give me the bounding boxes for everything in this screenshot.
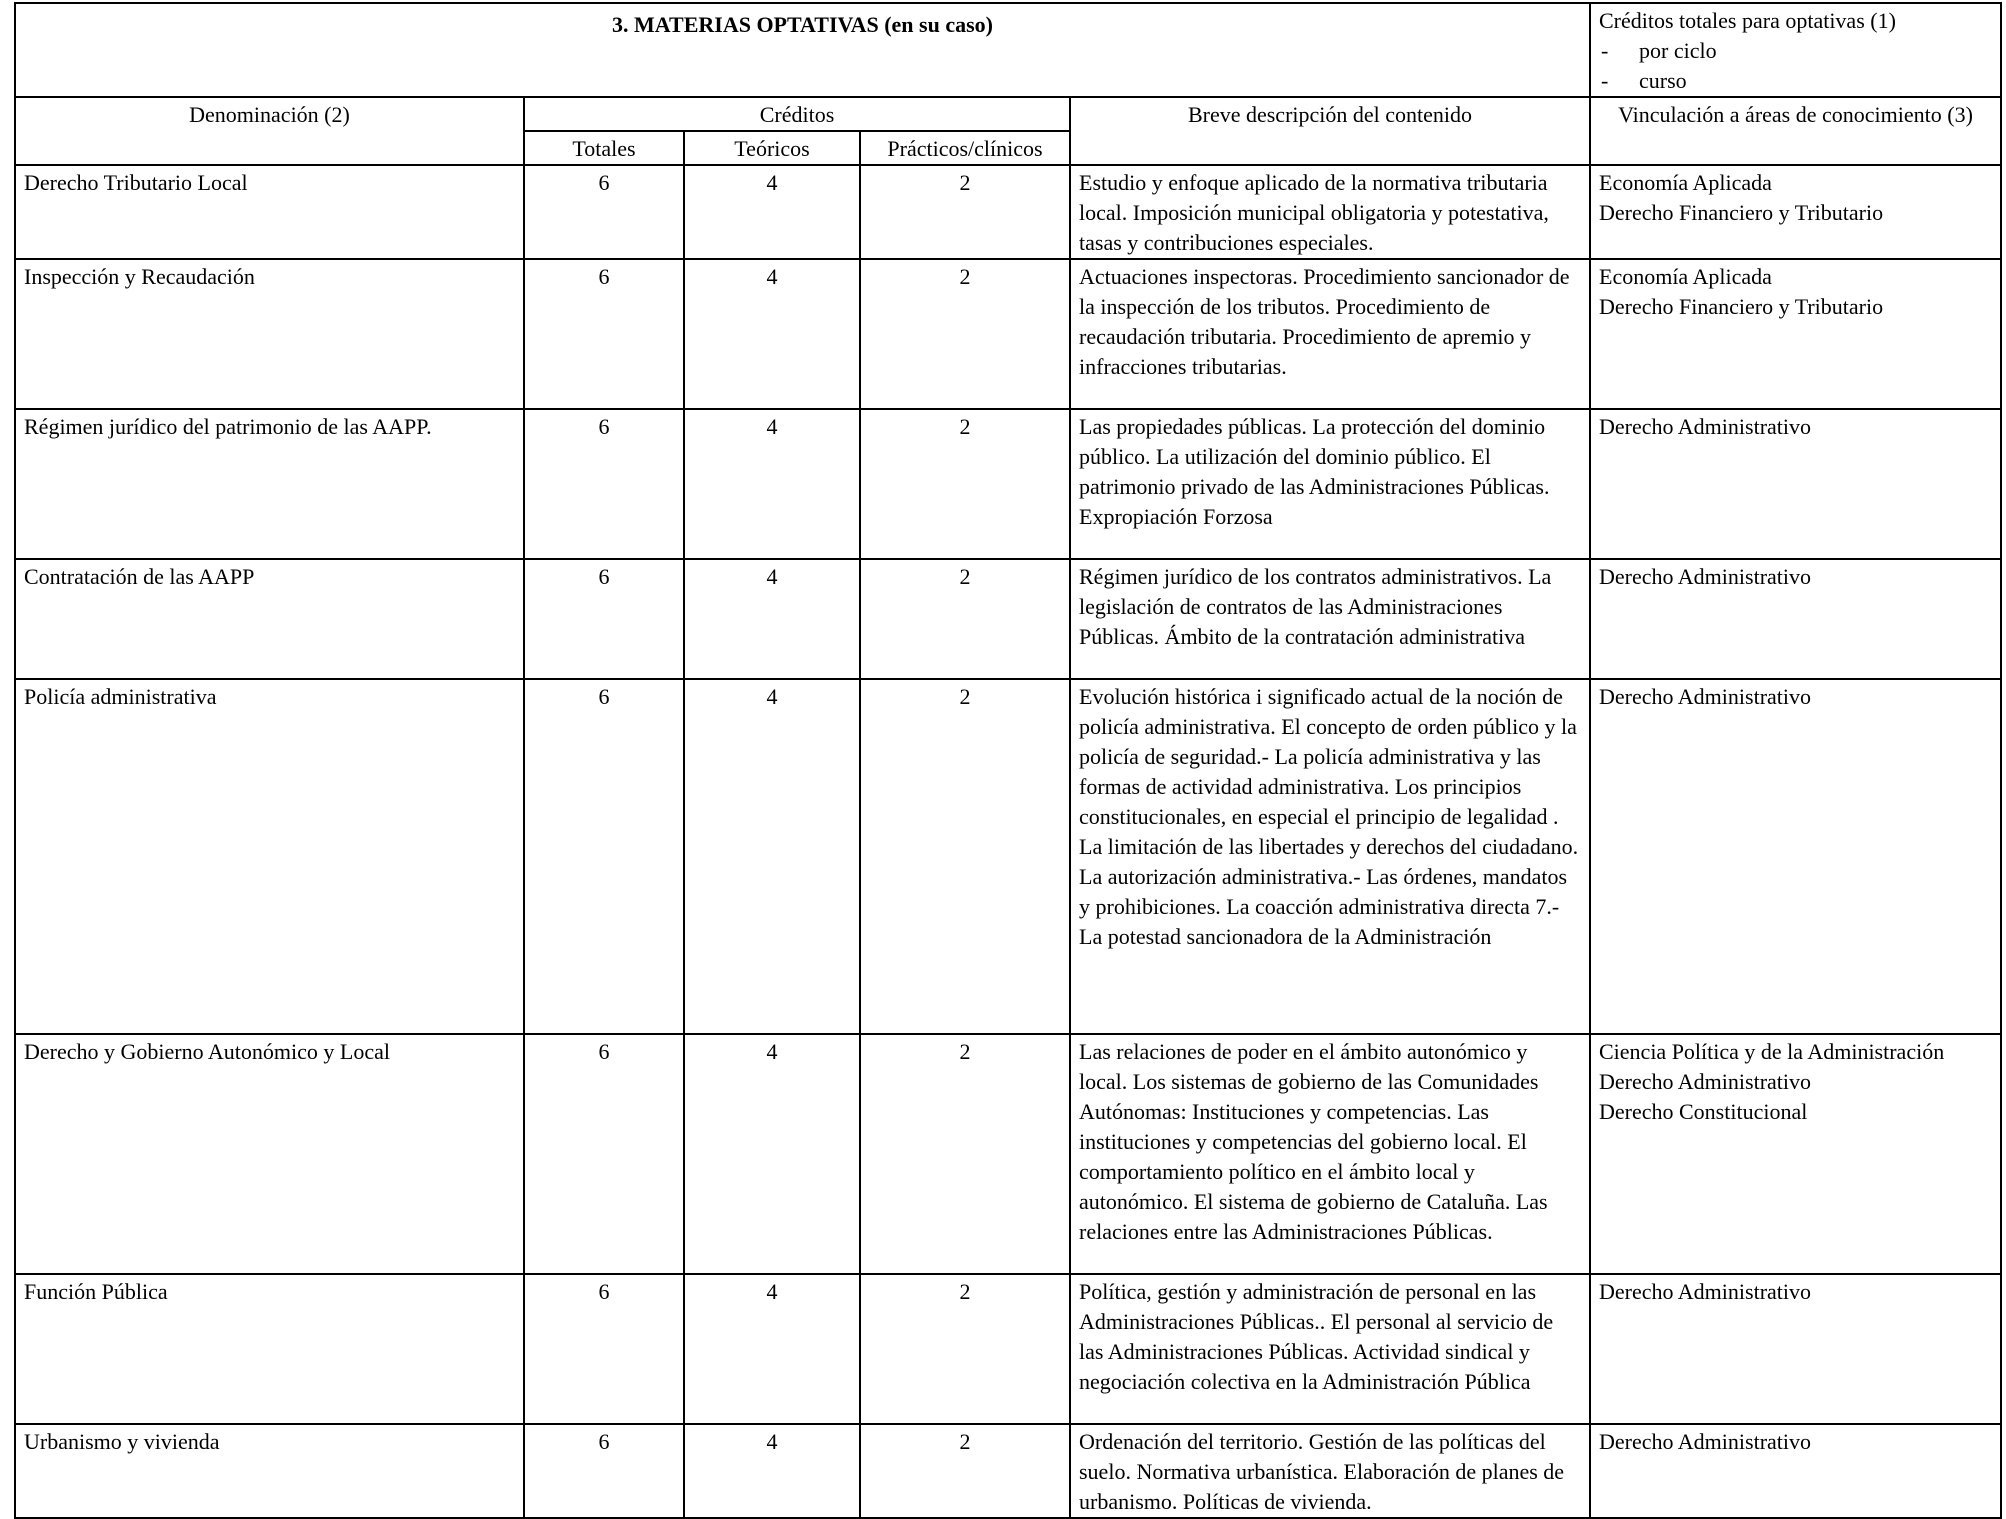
credits-practicos: 2 [860,679,1070,1034]
credits-totales: 6 [524,679,684,1034]
subject-name: Derecho y Gobierno Autonómico y Local [15,1034,524,1274]
header-vinculacion: Vinculación a áreas de conocimiento (3) [1590,97,2001,165]
credits-box [1590,3,2001,97]
subject-description: Actuaciones inspectoras. Procedimiento sancionador de la inspección de los tributos. Procedimiento de recaudación tributaria. Procedimiento de apremio y infracciones tributarias. [1070,259,1590,409]
optional-subjects-document [14,2,2000,1519]
credits-totales: 6 [524,1424,684,1518]
credits-practicos: 2 [860,165,1070,259]
credits-practicos: 2 [860,259,1070,409]
subject-description: Las propiedades públicas. La protección del dominio público. La utilización del dominio público. El patrimonio privado de las Administraciones Públicas. Expropiación Forzosa [1070,409,1590,559]
table-row [15,679,2001,1034]
credits-box-list [1599,36,1992,96]
subject-description: Política, gestión y administración de personal en las Administraciones Públicas.. El personal al servicio de las Administraciones Públicas. Actividad sindical y negociación colectiva en la Administración Pública [1070,1274,1590,1424]
subject-name: Derecho Tributario Local [15,165,524,259]
credits-totales: 6 [524,1034,684,1274]
knowledge-area: Ciencia Política y de la Administración [1599,1039,1945,1064]
credits-teoricos: 4 [684,409,860,559]
knowledge-areas [1590,1274,2001,1424]
subject-rows [15,165,2001,1518]
credits-practicos: 2 [860,1424,1070,1518]
table-row [15,409,2001,559]
knowledge-areas [1590,1424,2001,1518]
header-teoricos: Teóricos [684,131,860,165]
header-totales: Totales [524,131,684,165]
credits-teoricos: 4 [684,1034,860,1274]
knowledge-area: Derecho Constitucional [1599,1099,1808,1124]
knowledge-area: Derecho Financiero y Tributario [1599,200,1884,225]
subject-name: Contratación de las AAPP [15,559,524,679]
knowledge-area: Economía Aplicada [1599,264,1772,289]
credits-totales: 6 [524,559,684,679]
credits-teoricos: 4 [684,165,860,259]
subject-description: Evolución histórica i significado actual de la noción de policía administrativa. El concepto de orden público y la policía de seguridad.- La policía administrativa y las formas de actividad administrativa. Los principios constitucionales, en especial el principio de legalidad . La limitación de las libertades y derechos del ciudadano. La autorización administrativa.- Las órdenes, mandatos y prohibiciones. La coacción administrativa directa 7.- La potestad sancionadora de la Administración [1070,679,1590,1034]
knowledge-areas [1590,259,2001,409]
header-denominacion: Denominación (2) [15,97,524,165]
credits-practicos: 2 [860,409,1070,559]
knowledge-area: Derecho Administrativo [1599,564,1812,589]
subject-name: Urbanismo y vivienda [15,1424,524,1518]
subject-description: Ordenación del territorio. Gestión de las políticas del suelo. Normativa urbanística. Elaboración de planes de urbanismo. Políticas de vivienda. [1070,1424,1590,1518]
knowledge-area: Derecho Financiero y Tributario [1599,294,1884,319]
credits-practicos: 2 [860,1034,1070,1274]
credits-teoricos: 4 [684,679,860,1034]
credits-teoricos: 4 [684,259,860,409]
credits-totales: 6 [524,259,684,409]
credits-teoricos: 4 [684,1274,860,1424]
section-title: 3. MATERIAS OPTATIVAS (en su caso) [15,3,1590,97]
subject-description: Régimen jurídico de los contratos administrativos. La legislación de contratos de las Administraciones Públicas. Ámbito de la contratación administrativa [1070,559,1590,679]
table-row [15,165,2001,259]
knowledge-area: Derecho Administrativo [1599,684,1812,709]
knowledge-areas [1590,165,2001,259]
knowledge-areas [1590,559,2001,679]
knowledge-area: Derecho Administrativo [1599,1069,1812,1094]
subject-description: Las relaciones de poder en el ámbito autonómico y local. Los sistemas de gobierno de las Comunidades Autónomas: Instituciones y competencias. Las instituciones y competencias del gobierno local. El comportamiento político en el ámbito local y autonómico. El sistema de gobierno de Cataluña. Las relaciones entre las Administraciones Públicas. [1070,1034,1590,1274]
credits-totales: 6 [524,165,684,259]
subject-description: Estudio y enfoque aplicado de la normativa tributaria local. Imposición municipal obligatoria y potestativa, tasas y contribuciones especiales. [1070,165,1590,259]
credits-practicos: 2 [860,1274,1070,1424]
knowledge-area: Derecho Administrativo [1599,1429,1812,1454]
header-creditos: Créditos [524,97,1070,131]
credits-practicos: 2 [860,559,1070,679]
subject-name: Policía administrativa [15,679,524,1034]
optional-subjects-table [14,2,2002,1519]
table-row [15,1274,2001,1424]
credits-box-label: Créditos totales para optativas (1) [1599,8,1896,33]
table-row [15,1034,2001,1274]
credits-teoricos: 4 [684,559,860,679]
subject-name: Función Pública [15,1274,524,1424]
credits-totales: 6 [524,409,684,559]
header-practicos: Prácticos/clínicos [860,131,1070,165]
knowledge-area: Derecho Administrativo [1599,414,1812,439]
credits-box-item: - curso [1599,66,1992,96]
knowledge-areas [1590,409,2001,559]
subject-name: Régimen jurídico del patrimonio de las AAPP. [15,409,524,559]
table-row [15,559,2001,679]
title-row [15,3,2001,97]
table-row [15,259,2001,409]
knowledge-areas [1590,679,2001,1034]
knowledge-area: Economía Aplicada [1599,170,1772,195]
table-row [15,1424,2001,1518]
knowledge-area: Derecho Administrativo [1599,1279,1812,1304]
credits-box-item: - por ciclo [1599,36,1992,66]
subject-name: Inspección y Recaudación [15,259,524,409]
header-descripcion: Breve descripción del contenido [1070,97,1590,165]
credits-totales: 6 [524,1274,684,1424]
knowledge-areas [1590,1034,2001,1274]
header-row [15,97,2001,131]
credits-teoricos: 4 [684,1424,860,1518]
